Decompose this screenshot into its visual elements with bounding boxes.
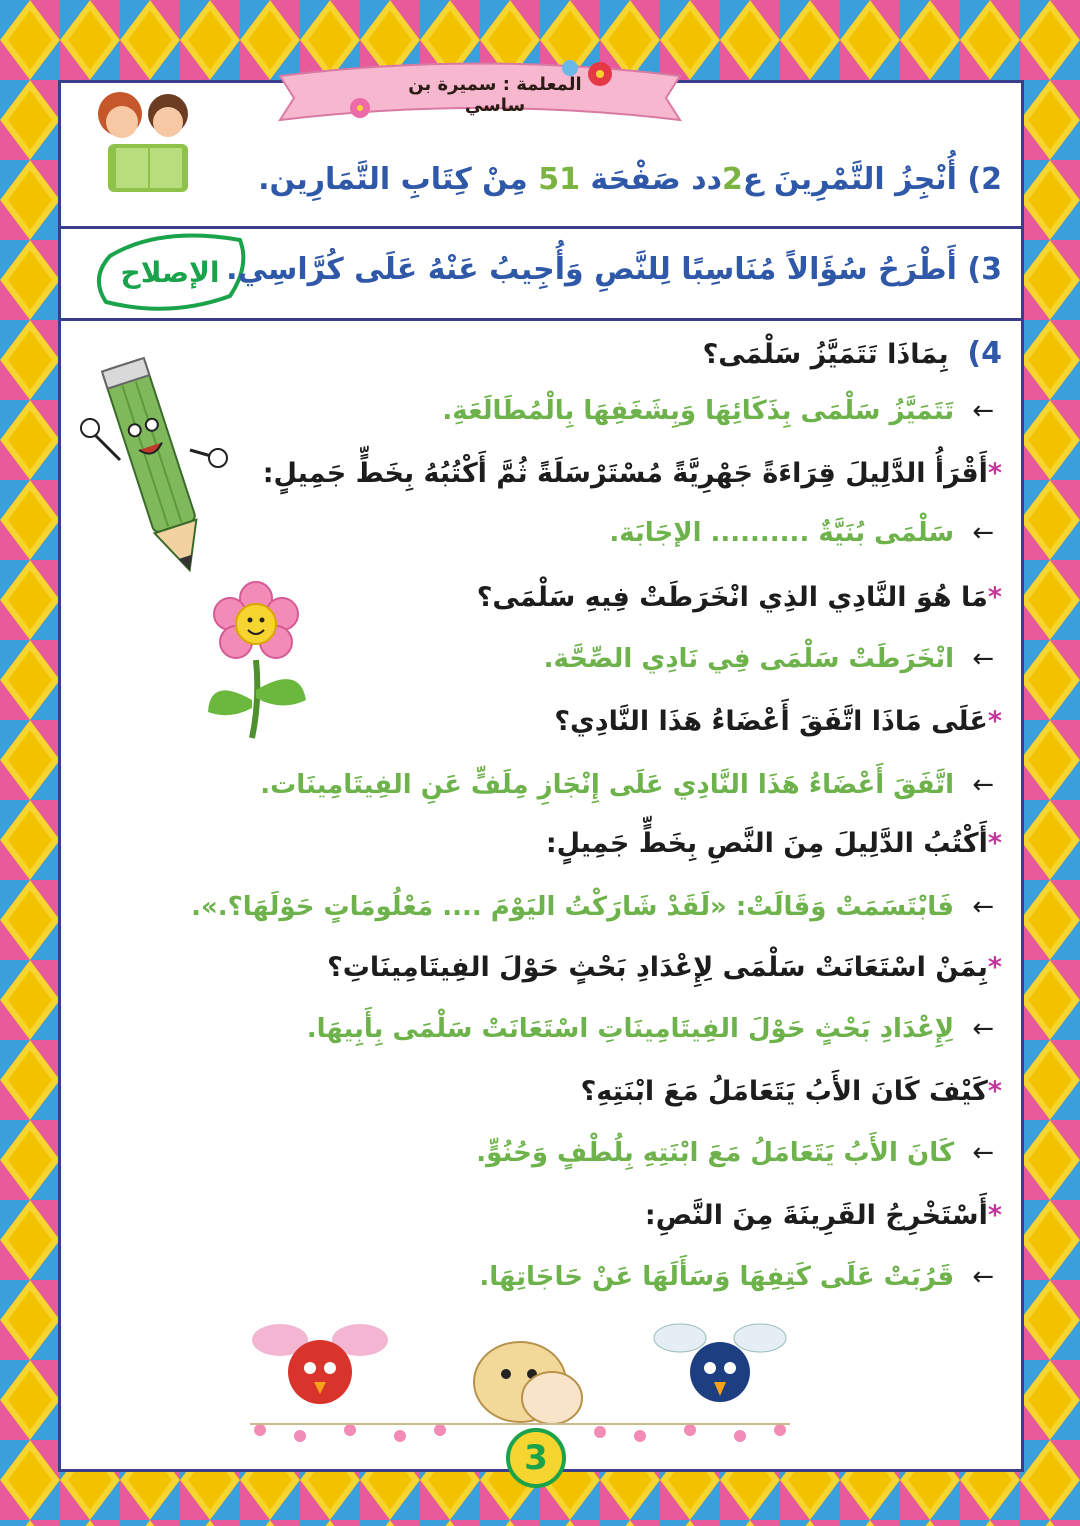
exercise-2: 2) أُنْجِزُ التَّمْرِينَ ع2دد صَفْحَة 51 مِنْ كِتَابِ التَّمَارِين. [258, 162, 1002, 197]
answer-2: ← سَلْمَى بُنَيَّةٌ .......... الإجَابَة. [609, 518, 994, 548]
question-8: *أَسْتَخْرِجُ القَرِينَةَ مِنَ النَّصِ: [644, 1200, 1002, 1231]
svg-text:الإصلاح: الإصلاح [120, 256, 220, 289]
teacher-name: المعلمة : سميرة بن ساسي [408, 74, 582, 116]
page-number-badge [506, 1428, 566, 1488]
kids-reading-illustration [78, 86, 208, 198]
answer-4: ← اتَّفَقَ أَعْضَاءُ هَذَا النَّادِي عَلَى إِنْجَازِ مِلَفٍّ عَنِ الفِيتَامِينَات. [260, 770, 994, 800]
page-number: 3 [524, 1438, 548, 1478]
answer-7: ← كَانَ الأَبُ يَتَعَامَلُ مَعَ ابْنَتِهِ بِلُطْفٍ وَحُنُوٍّ. [476, 1138, 994, 1168]
bird-right-icon [654, 1324, 786, 1402]
exercise-4: 4) بِمَاذَا تَتَمَيَّزُ سَلْمَى؟ [702, 336, 1002, 371]
flower-illustration [190, 580, 320, 740]
separator-line [58, 318, 1024, 321]
question-6: *بِمَنْ اسْتَعَانَتْ سَلْمَى لِإِعْدَادِ بَحْثٍ حَوْلَ الفِيتَامِينَاتِ؟ [327, 952, 1002, 983]
answer-5: ← فَابْتَسَمَتْ وَقَالَتْ: «لَقَدْ شَارَكْتُ اليَوْمَ .... مَعْلُومَاتٍ حَوْلَهَا؟.». [191, 892, 994, 922]
question-5: *أَكْتُبُ الدَّلِيلَ مِنَ النَّصِ بِخَطٍّ جَمِيلٍ: [545, 828, 1002, 859]
bird-left-icon [252, 1324, 388, 1404]
answer-1: ← تَتَمَيَّزُ سَلْمَى بِذَكَائِهَا وَبِشَغَفِهَا بِالْمُطَالَعَةِ. [442, 396, 994, 426]
separator-line [58, 226, 1024, 229]
question-4: *عَلَى مَاذَا اتَّفَقَ أَعْضَاءُ هَذَا النَّادِي؟ [554, 706, 1002, 737]
pencil-character-illustration [80, 350, 230, 590]
puppies-icon [474, 1342, 582, 1424]
question-7: *كَيْفَ كَانَ الأَبُ يَتَعَامَلُ مَعَ ابْنَتِهِ؟ [580, 1076, 1002, 1107]
answer-6: ← لِإِعْدَادِ بَحْثٍ حَوْلَ الفِيتَامِينَاتِ اسْتَعَانَتْ سَلْمَى بِأَبِيهَا. [306, 1014, 994, 1044]
question-2: *أَقْرَأُ الدَّلِيلَ قِرَاءَةً جَهْرِيَّةً مُسْتَرْسَلَةً ثُمَّ أَكْتُبُهُ بِخَطٍّ جَمِيلٍ: [262, 458, 1002, 489]
question-3: *مَا هُوَ النَّادِي الذِي انْخَرَطَتْ فِيهِ سَلْمَى؟ [476, 582, 1002, 613]
exercise-3: 3) أَطْرَحُ سُؤَالاً مُنَاسِبًا لِلنَّصِ وَأُجِيبُ عَنْهُ عَلَى كُرَّاسِي. [226, 252, 1002, 287]
answer-3: ← انْخَرَطَتْ سَلْمَى فِي نَادِي الصِّحَّة. [543, 644, 994, 674]
answer-8: ← قَرُبَتْ عَلَى كَتِفِهَا وَسَأَلَهَا عَنْ حَاجَاتِهَا. [479, 1262, 994, 1292]
